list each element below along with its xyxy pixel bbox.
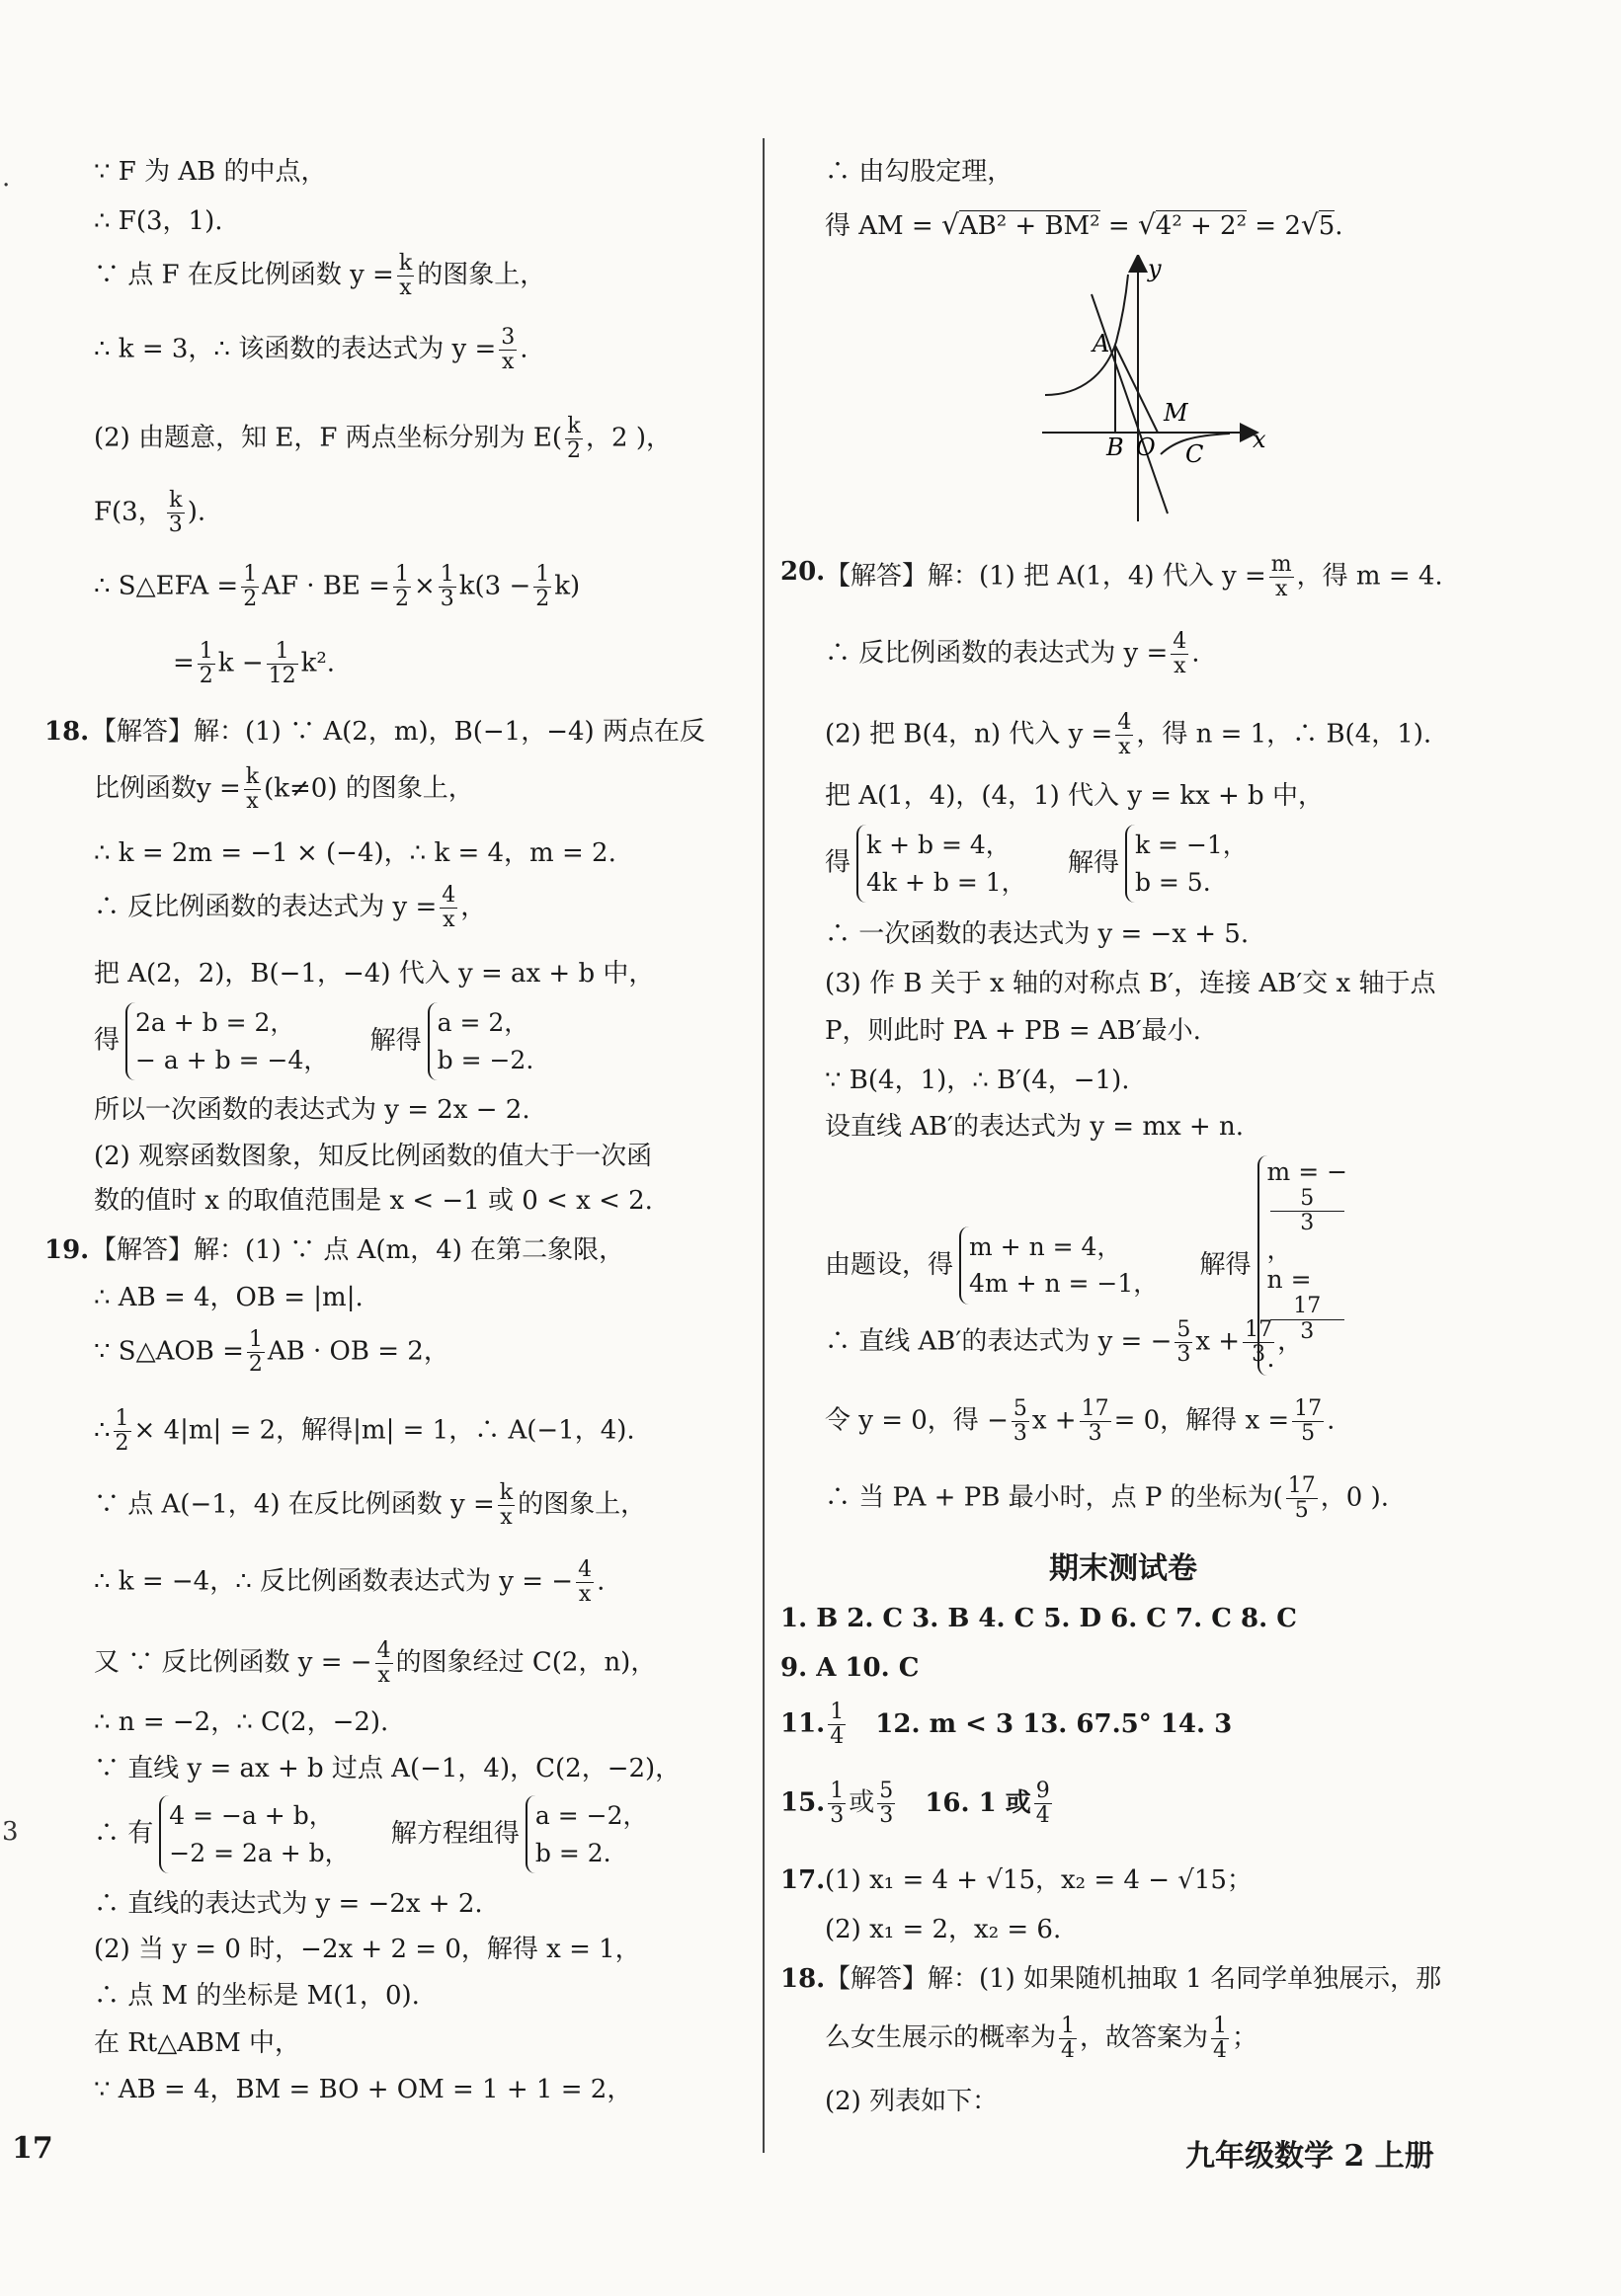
text-line: ∴ AB = 4，OB = |m|. — [94, 1283, 364, 1312]
text-line: ∵ 直线 y = ax + b 过点 A(−1，4)，C(2，−2)， — [94, 1754, 682, 1783]
equation-system-line: 由题设，得 m + n = 4， 4m + n = −1， 解得 m = − 5 3 ， n = 17 3 . — [825, 1155, 1361, 1376]
text-line: ∴ 当 PA + PB 最小时，点 P 的坐标为( $\frac{17}{5}$ ，0 ). — [825, 1473, 1389, 1524]
text-line: ∵ B(4，1)，∴ B′(4，−1). — [825, 1066, 1130, 1095]
column-divider — [763, 138, 765, 2153]
text-line: ∴ 直线的表达式为 y = −2x + 2. — [94, 1889, 483, 1919]
text-line: ∴ 直线 AB′的表达式为 y = − $\frac{5}{3}$ x + $\frac{17}{3}$ ， — [825, 1317, 1304, 1368]
text-line: (2) 列表如下： — [825, 2087, 999, 2116]
text-line: ∴ k = −4，∴ 反比例函数表达式为 y = − $\frac{4}{x}$ . — [94, 1557, 606, 1608]
segment-AM — [1115, 346, 1158, 433]
text-line: ∴ 一次函数的表达式为 y = −x + 5. — [825, 919, 1250, 949]
text-line: ∵ 点 F 在反比例函数 y = $\frac{k}{x}$ 的图象上， — [94, 251, 546, 301]
text-line: 【解答】解：(1) 如果随机抽取 1 名同学单独展示，那 — [825, 1964, 1442, 1994]
text-line: ∴ n = −2，∴ C(2，−2). — [94, 1707, 389, 1737]
question-number: 20. — [780, 557, 826, 587]
text-line: ∵ 点 A(−1，4) 在反比例函数 y = $\frac{k}{x}$ 的图象上， — [94, 1480, 647, 1531]
label-B: B — [1106, 434, 1124, 461]
text-line: 【解答】解：(1) 把 A(1，4) 代入 y = $\frac{m}{x}$ ，得 m = 4. — [825, 552, 1443, 602]
edge-mark-top: . — [2, 163, 11, 193]
text-line: 得 AM = √AB² + BM² = √4² + 2² = 2√5. — [825, 208, 1343, 241]
equation-system: k = −1， b = 5. — [1125, 825, 1256, 903]
text-line: ∴ k = 2m = −1 × (−4)，∴ k = 4，m = 2. — [94, 838, 616, 868]
text-line: 么女生展示的概率为 $\frac{1}{4}$ ，故答案为 $\frac{1}{4}$ ； — [825, 2014, 1258, 2064]
function-graph — [1027, 255, 1284, 526]
text-line: (2) 当 y = 0 时，−2x + 2 = 0，解得 x = 1， — [94, 1935, 641, 1964]
text-line: F(3， $\frac{k}{3}$ ). — [94, 488, 206, 538]
question-number: 19. — [44, 1235, 90, 1265]
label-x: x — [1253, 426, 1266, 453]
label-C: C — [1185, 440, 1204, 468]
text-line: ∴ k = 3，∴ 该函数的表达式为 y = $\frac{3}{x}$ . — [94, 325, 528, 375]
text-line: (2) x₁ = 2，x₂ = 6. — [825, 1915, 1062, 1944]
equation-system: a = 2， b = −2. — [428, 1002, 542, 1080]
text-line: 又 ∵ 反比例函数 y = − $\frac{4}{x}$ 的图象经过 C(2，n)， — [94, 1638, 657, 1689]
text-line: (1) x₁ = 4 + √15，x₂ = 4 − √15； — [825, 1865, 1253, 1895]
text-line: 把 A(2，2)，B(−1，−4) 代入 y = ax + b 中， — [94, 959, 655, 989]
text-line: (2) 把 B(4，n) 代入 y = $\frac{4}{x}$ ，得 n = 1，∴ B(4，1). — [825, 710, 1432, 760]
equation-system-line: ∴ 有 4 = −a + b， −2 = 2a + b， 解方程组得 a = −2， b = 2. — [94, 1795, 662, 1873]
text-line: 【解答】解：(1) ∵ 点 A(m，4) 在第二象限， — [91, 1235, 625, 1265]
label-M: M — [1164, 399, 1188, 427]
page-number: 17 — [12, 2131, 53, 2166]
footer-title: 九年级数学 2 上册 — [1185, 2139, 1434, 2174]
text-line: ∴ F(3，1). — [94, 206, 223, 236]
label-O: O — [1136, 434, 1156, 461]
text-line: ∵ AB = 4，BM = BO + OM = 1 + 1 = 2， — [94, 2075, 633, 2104]
text-line: 令 y = 0，得 − $\frac{5}{3}$ x + $\frac{17}{3}$ = 0，解得 x = $\frac{17}{5}$ . — [825, 1396, 1336, 1447]
text-line: ∵ F 为 AB 的中点， — [94, 157, 327, 187]
label-y: y — [1148, 255, 1162, 282]
text-line: 设直线 AB′的表达式为 y = mx + n. — [825, 1112, 1244, 1142]
text-line: 比例函数y = $\frac{k}{x}$ (k≠0) 的图象上， — [94, 764, 474, 815]
equation-system: m = − 5 3 ， n = 17 3 . — [1257, 1155, 1356, 1376]
text-line: ∴ $\frac{1}{2}$ × 4|m| = 2，解得|m| = 1，∴ A(−1，4). — [94, 1406, 635, 1457]
equation-system-line: 得 2a + b = 2， − a + b = −4， 解得 a = 2， b = −2. — [94, 1002, 547, 1080]
question-number: 18. — [780, 1964, 826, 1994]
text-line: = $\frac{1}{2}$ k − $\frac{1}{12}$ k². — [173, 639, 336, 689]
equation-system: k + b = 4， 4k + b = 1， — [856, 825, 1034, 903]
text-line: ∵ S△AOB = $\frac{1}{2}$ AB · OB = 2， — [94, 1327, 449, 1378]
text-line: (3) 作 B 关于 x 轴的对称点 B′，连接 AB′交 x 轴于点 — [825, 969, 1436, 998]
text-line: P，则此时 PA + PB = AB′最小. — [825, 1016, 1201, 1046]
text-line: 把 A(1，4)，(4，1) 代入 y = kx + b 中， — [825, 781, 1324, 811]
text-line: (2) 由题意，知 E，F 两点坐标分别为 E( $\frac{k}{2}$ ，2 )， — [94, 414, 672, 464]
text-line: 在 Rt△ABM 中， — [94, 2028, 301, 2058]
text-line: (2) 观察函数图象，知反比例函数的值大于一次函 — [94, 1142, 653, 1171]
label-A: A — [1093, 330, 1110, 357]
answer-row: 9. A 10. C — [780, 1653, 920, 1683]
equation-system: a = −2， b = 2. — [526, 1795, 656, 1873]
text-line: 【解答】解：(1) ∵ A(2，m)，B(−1，−4) 两点在反 — [91, 717, 705, 747]
question-number: 17. — [780, 1865, 826, 1895]
equation-system-line: 得 k + b = 4， 4k + b = 1， 解得 k = −1， b = 5. — [825, 825, 1261, 903]
text-line: 所以一次函数的表达式为 y = 2x − 2. — [94, 1095, 530, 1125]
edge-mark-bottom: 3 — [2, 1817, 19, 1847]
equation-system: 2a + b = 2， − a + b = −4， — [125, 1002, 336, 1080]
text-line: ∴ 反比例函数的表达式为 y = $\frac{4}{x}$ . — [825, 629, 1200, 679]
answer-row: 11. $\frac{1}{4}$ 12. m < 3 13. 67.5° 14. 3 — [780, 1700, 1233, 1750]
text-line: 数的值时 x 的取值范围是 x < −1 或 0 < x < 2. — [94, 1186, 653, 1216]
section-title: 期末测试卷 — [1049, 1551, 1197, 1586]
answer-row: 15. $\frac{1}{3}$ 或 $\frac{5}{3}$ 16. 1 或 $\frac{9}{4}$ — [780, 1779, 1050, 1829]
equation-system: 4 = −a + b， −2 = 2a + b， — [159, 1795, 357, 1873]
equation-system: m + n = 4， 4m + n = −1， — [959, 1227, 1166, 1305]
question-number: 18. — [44, 717, 90, 747]
text-line: ∴ 点 M 的坐标是 M(1，0). — [94, 1981, 420, 2011]
line-y-ax-b — [1092, 294, 1168, 514]
text-line: ∴ S△EFA = $\frac{1}{2}$ AF · BE = $\frac{1}{2}$ × $\frac{1}{3}$ k(3 − $\frac{1}{2}$ k) — [94, 562, 581, 612]
answer-row: 1. B 2. C 3. B 4. C 5. D 6. C 7. C 8. C — [780, 1604, 1297, 1633]
text-line: ∴ 由勾股定理， — [825, 157, 1013, 187]
text-line: ∴ 反比例函数的表达式为 y = $\frac{4}{x}$ ， — [94, 883, 487, 933]
